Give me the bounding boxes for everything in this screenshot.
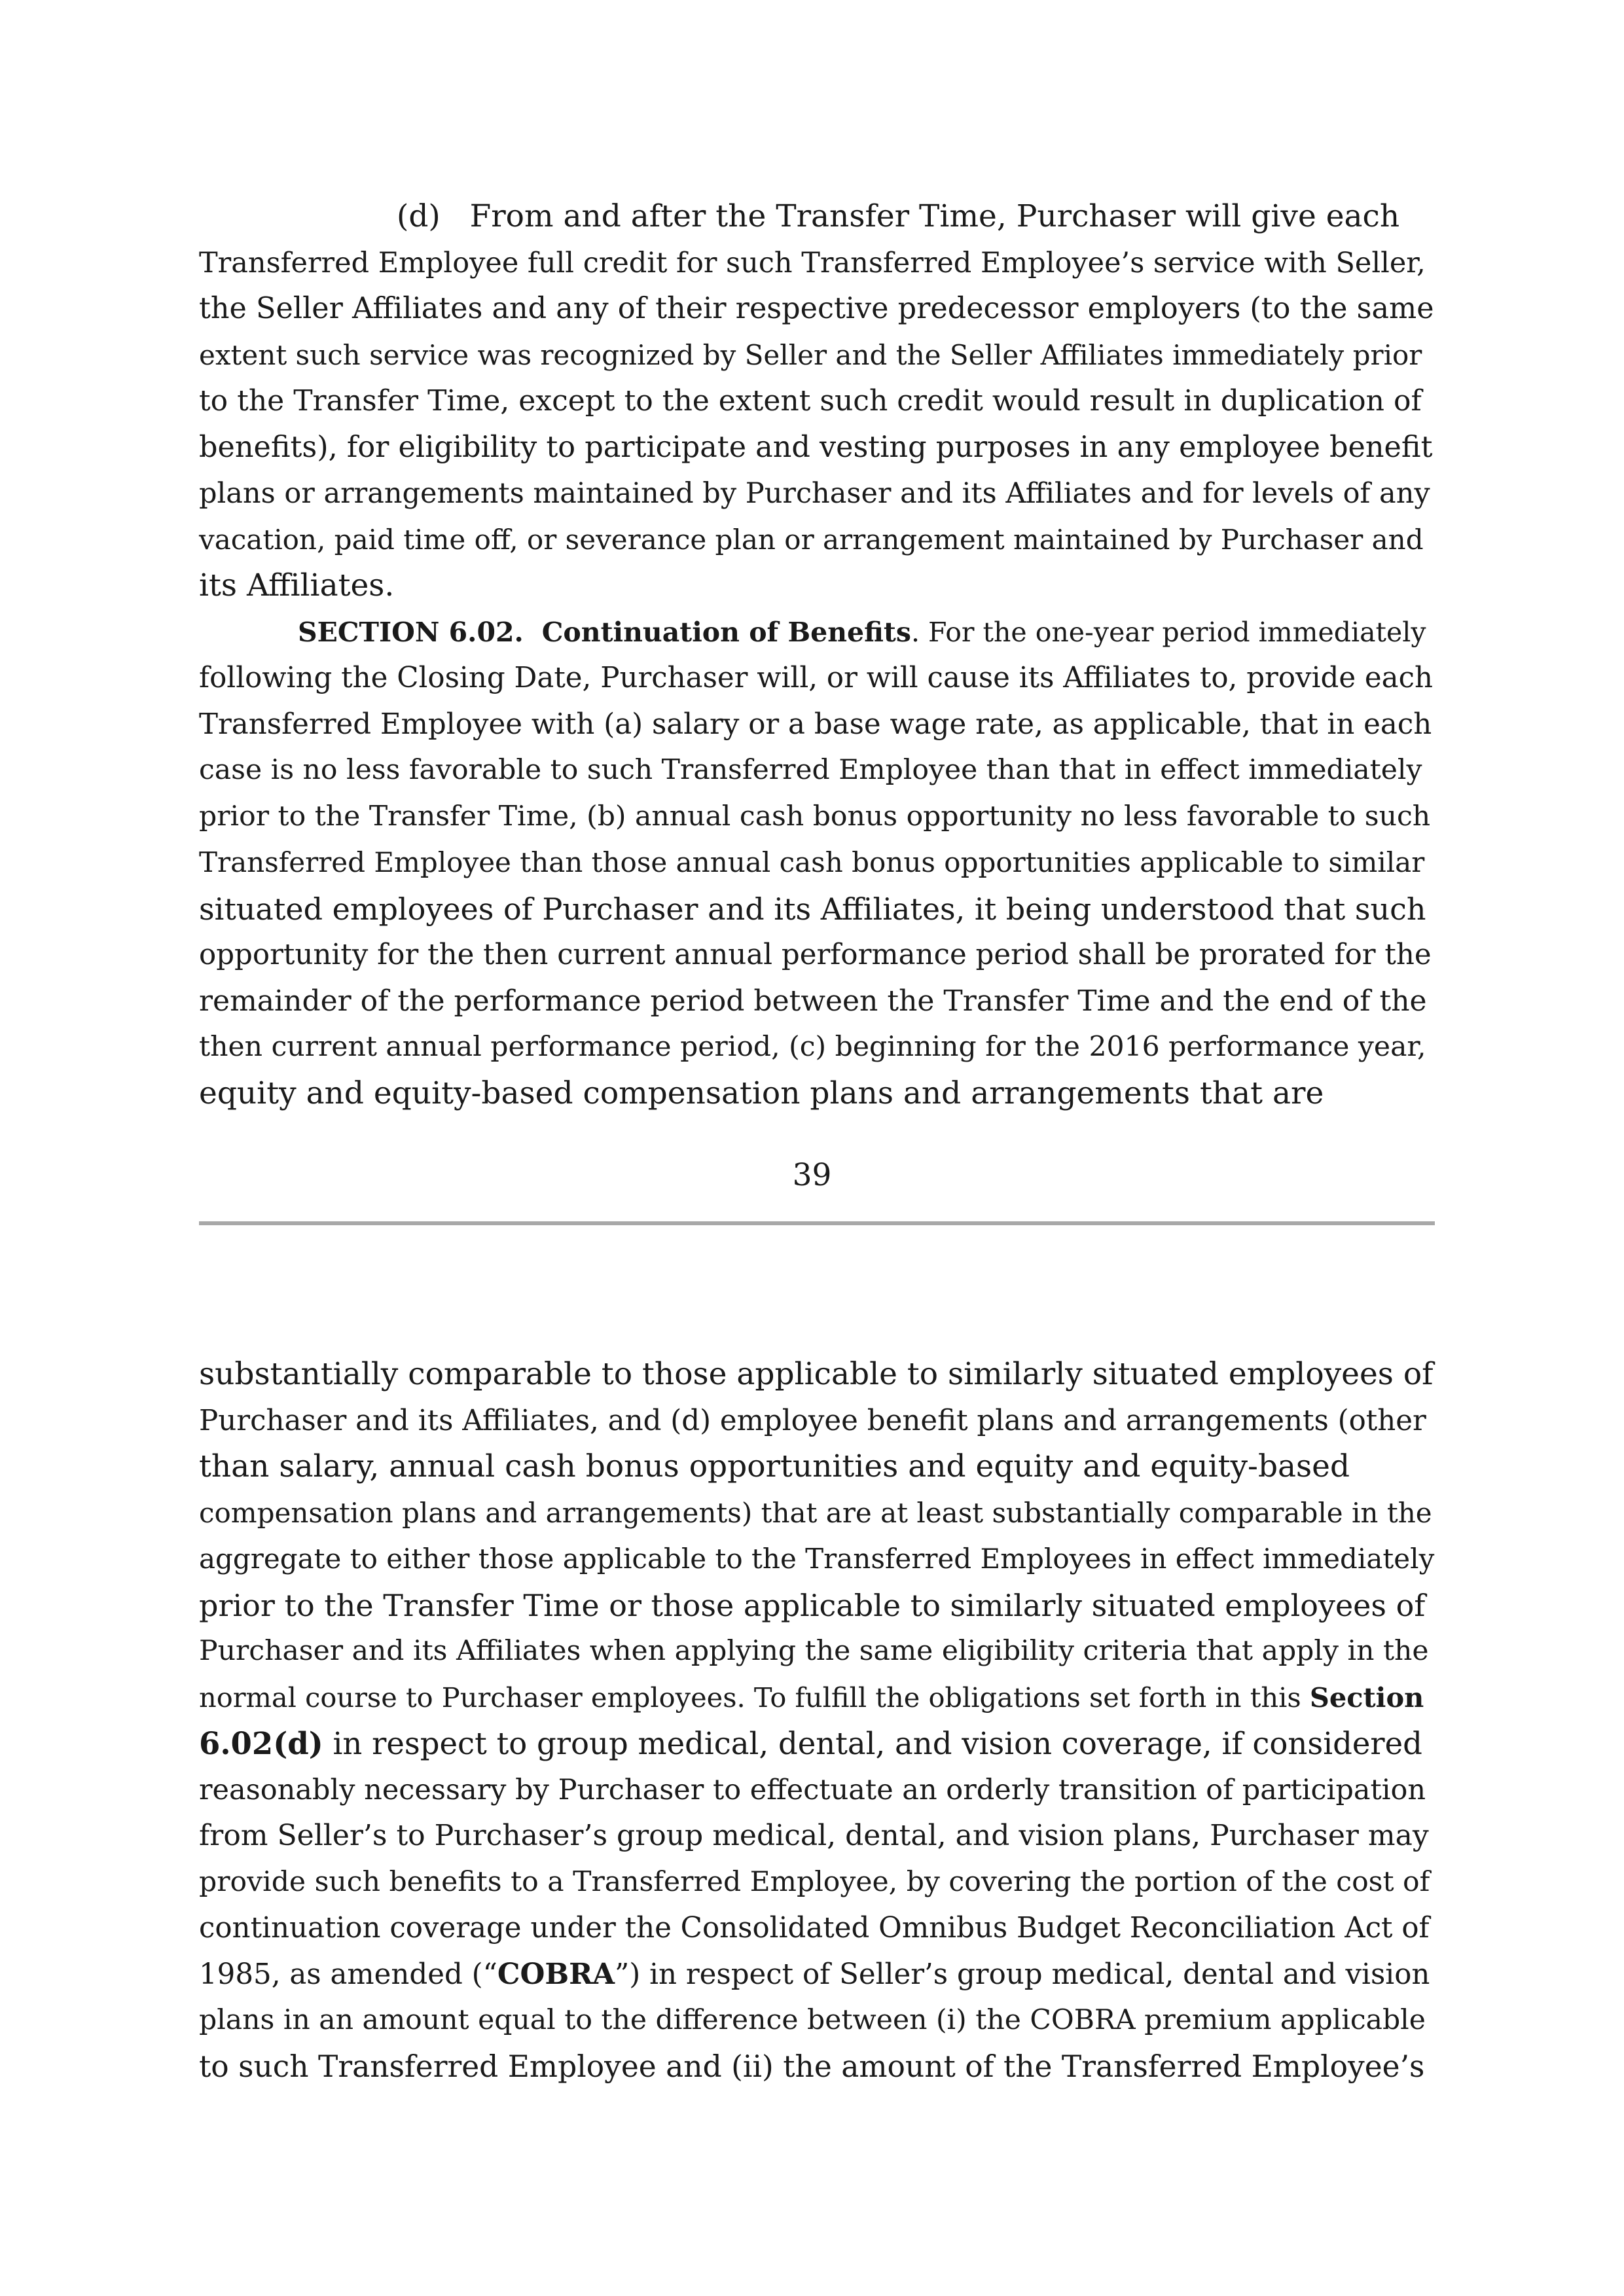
text-line: extent such service was recognized by Seller and the Seller Affiliates immediately prior [199,338,1422,371]
text-line [199,1675,1435,1721]
text-line: substantially comparable to those applicable to similarly situated employees of [199,1356,1434,1392]
text-line: Transferred Employee with (a) salary or a base wage rate, as applicable, that in each [199,708,1432,741]
section-reference: Section [1309,1681,1424,1713]
section-title: Continuation of Benefits [541,616,911,648]
section-6-02 [199,609,1435,1117]
text-line: continuation coverage under the Consolidated Omnibus Budget Reconciliation Act of [199,1912,1430,1945]
text-line: compensation plans and arrangements) that are at least substantially comparable in the [199,1496,1432,1529]
text-run: in respect to group medical, dental, and vision coverage, if considered [323,1726,1422,1761]
text-line: the Seller Affiliates and any of their respective predecessor employers (to the same [199,292,1434,325]
text-line: prior to the Transfer Time or those applicable to similarly situated employees of [199,1587,1426,1623]
text-line: Purchaser and its Affiliates when applying the same eligibility criteria that apply in the [199,1635,1429,1667]
text-line: situated employees of Purchaser and its Affiliates, it being understood that such [199,891,1426,927]
page-40-body [199,1352,1435,2090]
text-line: reasonably necessary by Purchaser to effectuate an orderly transition of participation [199,1773,1426,1806]
text-line: (d) From and after the Transfer Time, Purchaser will give each [397,198,1400,234]
text-line: aggregate to either those applicable to the Transferred Employees in effect immediately [199,1543,1435,1575]
text-line [199,1721,1435,1767]
page-39-body [199,194,1435,1117]
section-heading-line [199,609,1435,656]
section-reference: 6.02(d) [199,1725,323,1761]
text-line: equity and equity-based compensation plans and arrangements that are [199,1075,1324,1111]
text-line: its Affiliates. [199,567,395,603]
text-line: than salary, annual cash bonus opportunities and equity and equity-based [199,1448,1350,1484]
text-run: normal course to Purchaser employees. To fulfill the obligations set forth in this [199,1681,1310,1713]
text-line: benefits), for eligibility to participate and vesting purposes in any employee benefit [199,430,1433,464]
text-line: Transferred Employee full credit for such Transferred Employee’s service with Seller, [199,246,1426,279]
text-line: Transferred Employee than those annual cash bonus opportunities applicable to similar [199,846,1425,878]
text-line: opportunity for the then current annual performance period shall be prorated for the [199,939,1432,971]
section-number: SECTION 6.02. [298,616,524,648]
text-line: following the Closing Date, Purchaser will, or will cause its Affiliates to, provide each [199,662,1433,694]
text-line: plans or arrangements maintained by Purchaser and its Affiliates and for levels of any [199,477,1430,510]
text-line: then current annual performance period, (c) beginning for the 2016 performance year, [199,1031,1426,1063]
text-run: . For the one-year period immediately [911,616,1426,648]
text-line: plans in an amount equal to the difference between (i) the COBRA premium applicable [199,2004,1426,2036]
text-line: case is no less favorable to such Transferred Employee than that in effect immediately [199,754,1422,786]
text-line: to the Transfer Time, except to the extent such credit would result in duplication of [199,384,1422,418]
page-divider [199,1221,1435,1225]
text-line: to such Transferred Employee and (ii) the amount of the Transferred Employee’s [199,2049,1425,2084]
paragraph-d [199,194,1435,609]
text-line: vacation, paid time off, or severance plan or arrangement maintained by Purchaser and [199,523,1424,556]
page-number: 39 [792,1157,832,1193]
text-line: prior to the Transfer Time, (b) annual cash bonus opportunity no less favorable to such [199,800,1431,833]
text-line: remainder of the performance period between the Transfer Time and the end of the [199,984,1427,1018]
defined-term: COBRA [497,1957,615,1991]
text-run: ”) in respect of Seller’s group medical, dental and vision [615,1958,1430,1991]
text-line: Purchaser and its Affiliates, and (d) employee benefit plans and arrangements (other [199,1404,1426,1437]
text-line [199,1952,1435,1998]
text-run: 1985, as amended (“ [199,1958,497,1991]
text-line: from Seller’s to Purchaser’s group medical, dental, and vision plans, Purchaser may [199,1819,1429,1852]
text-line: provide such benefits to a Transferred Employee, by covering the portion of the cost of [199,1865,1430,1898]
